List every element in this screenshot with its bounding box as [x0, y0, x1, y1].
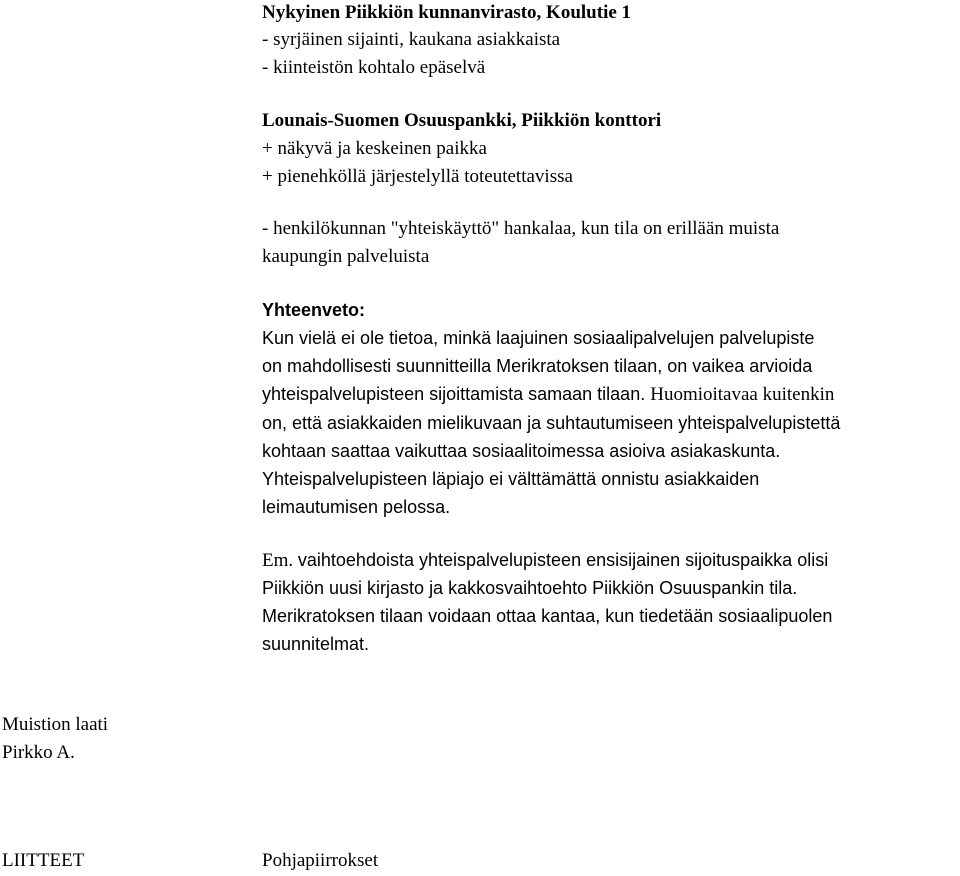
attachments-item: Pohjapiirrokset [262, 850, 379, 871]
summary-line-4: on, että asiakkaiden mielikuvaan ja suhtautumiseen yhteispalvelupistettä [262, 413, 841, 433]
section2-line-4: kaupungin palveluista [262, 246, 430, 267]
recommendation-line-2: Piikkiön uusi kirjasto ja kakkosvaihtoehto Piikkiön Osuuspankin tila. [262, 578, 798, 598]
summary-line-1: Kun vielä ei ole tietoa, minkä laajuinen sosiaalipalvelujen palvelupiste [262, 328, 815, 348]
section2-line-3: - henkilökunnan "yhteiskäyttö" hankalaa, kun tila on erillään muista [262, 218, 780, 239]
recommendation-line-3: Merikratoksen tilaan voidaan ottaa kantaa, kun tiedetään sosiaalipuolen [262, 606, 833, 626]
section1-heading: Nykyinen Piikkiön kunnanvirasto, Koulutie 1 [262, 2, 632, 23]
summary-line-6: Yhteispalvelupisteen läpiajo ei välttämättä onnistu asiakkaiden [262, 469, 760, 489]
summary-line-3a: yhteispalvelupisteen sijoittamista samaan tilaan. [262, 384, 646, 404]
recommendation-line-4: suunnitelmat. [262, 634, 370, 654]
summary-line-3b: Huomioitavaa kuitenkin [650, 384, 835, 405]
summary-line-7: leimautumisen pelossa. [262, 497, 451, 517]
section2-line-2: + pienehköllä järjestelyllä toteutettavissa [262, 166, 573, 187]
summary-heading: Yhteenveto: [262, 300, 366, 320]
signature-role: Muistion laati [2, 714, 109, 735]
attachments-label: LIITTEET [2, 850, 85, 871]
section1-line-1: - syrjäinen sijainti, kaukana asiakkaista [262, 29, 561, 50]
summary-line-2: on mahdollisesti suunnitteilla Merikratoksen tilaan, on vaikea arvioida [262, 356, 813, 376]
summary-line-5: kohtaan saattaa vaikuttaa sosiaalitoimessa asioiva asiakaskunta. [262, 441, 781, 461]
section1-line-2: - kiinteistön kohtalo epäselvä [262, 57, 486, 78]
section2-line-1: + näkyvä ja keskeinen paikka [262, 138, 487, 159]
recommendation-prefix: Em. [262, 550, 294, 571]
signature-name: Pirkko A. [2, 742, 75, 763]
summary-line-3 [262, 381, 834, 408]
section2-heading: Lounais-Suomen Osuuspankki, Piikkiön konttori [262, 110, 662, 131]
recommendation-line-1 [262, 547, 828, 574]
recommendation-line-1-text: vaihtoehdoista yhteispalvelupisteen ensisijainen sijoituspaikka olisi [297, 550, 829, 570]
